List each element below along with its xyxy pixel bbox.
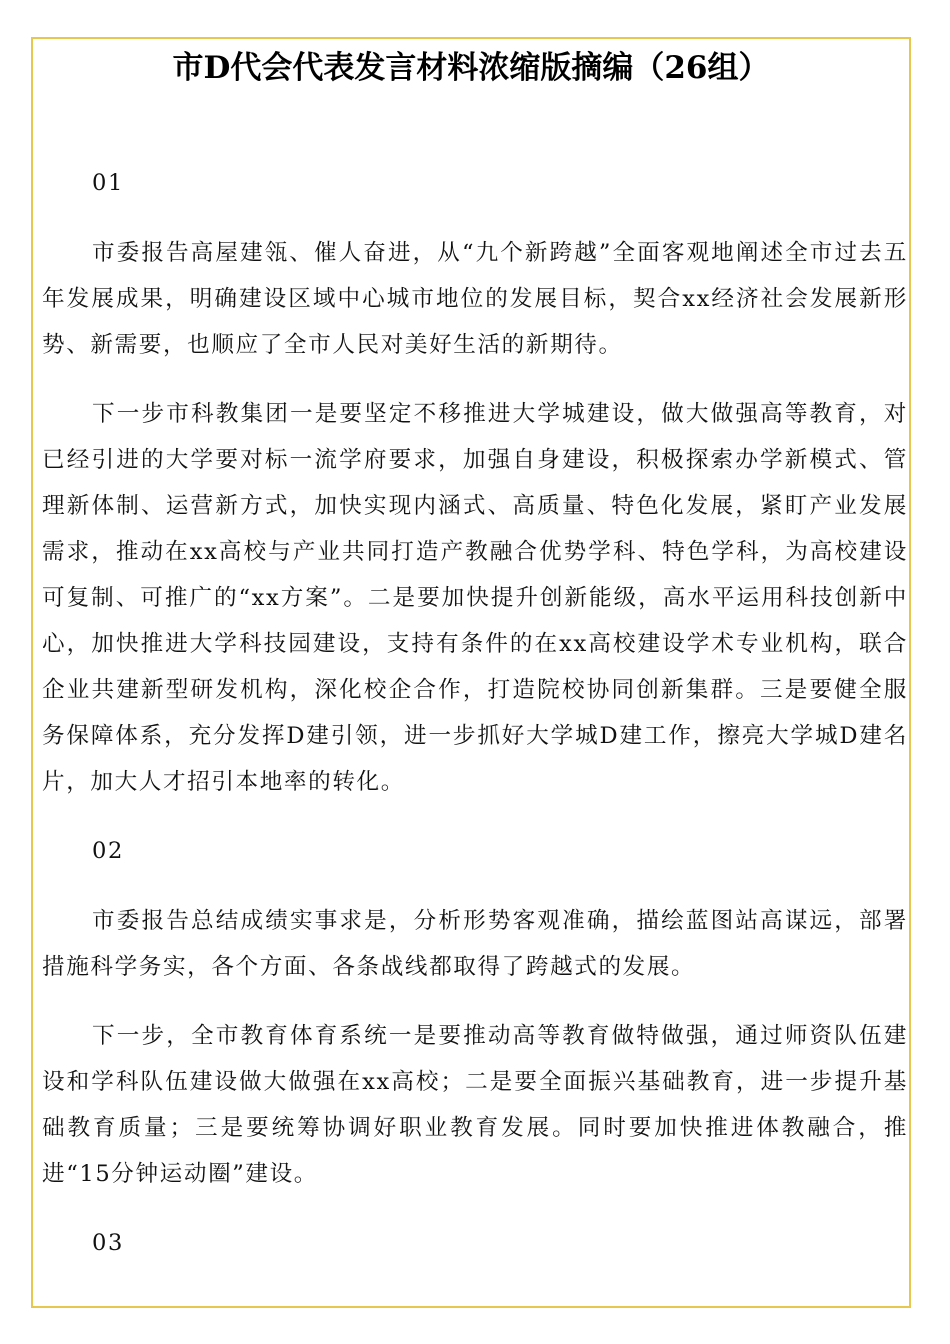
section-number: 02 <box>92 838 124 864</box>
document-title: 市D代会代表发言材料浓缩版摘编（26组） <box>172 50 770 86</box>
paragraph: 下一步市科教集团一是要坚定不移推进大学城建设，做大做强高等教育，对已经引进的大学要对标一流学府要求，加强自身建设，积极探索办学新模式、管理新体制、运营新方式，加快实现内涵式、高质量、特色化发展，紧盯产业发展需求，推动在xx高校与产业共同打造产教融合优势学科、特色学科，为高校建设可复制、可推广的“xx方案”。二是要加快提升创新能级，高水平运用科技创新中心，加快推进大学科技园建设，支持有条件的在xx高校建设学术专业机构，联合企业共建新型研发机构，深化校企合作，打造院校协同创新集群。三是要健全服务保障体系，充分发挥D建引领，进一步抓好大学城D建工作，擦亮大学城D建名片，加大人才招引本地率的转化。 <box>42 401 908 795</box>
paragraph: 市委报告高屋建瓴、催人奋进，从“九个新跨越”全面客观地阐述全市过去五年发展成果，明确建设区域中心城市地位的发展目标，契合xx经济社会发展新形势、新需要，也顺应了全市人民对美好生活的新期待。 <box>42 240 908 358</box>
paragraph: 下一步，全市教育体育系统一是要推动高等教育做特做强，通过师资队伍建设和学科队伍建设做大做强在xx高校；二是要全面振兴基础教育，进一步提升基础教育质量；三是要统筹协调好职业教育发展。同时要加快推进体教融合，推进“15分钟运动圈”建设。 <box>42 1023 908 1187</box>
section-number: 03 <box>92 1230 124 1256</box>
section-number: 01 <box>92 170 124 196</box>
paragraph: 市委报告总结成绩实事求是，分析形势客观准确，描绘蓝图站高谋远，部署措施科学务实，各个方面、各条战线都取得了跨越式的发展。 <box>42 908 908 980</box>
document-body <box>42 160 908 1266</box>
